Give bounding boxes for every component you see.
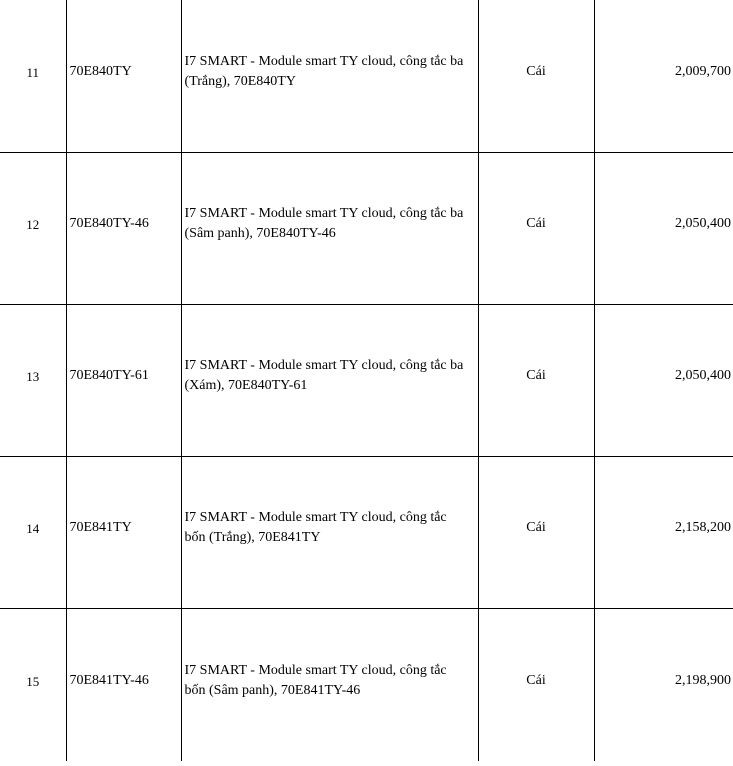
product-description-cell	[181, 456, 478, 608]
price-cell	[594, 456, 733, 608]
product-code: 70E840TY-61	[69, 368, 149, 383]
table-row	[0, 0, 733, 152]
price: 2,198,900	[675, 672, 731, 688]
row-number-cell	[0, 152, 66, 304]
unit-cell	[478, 152, 594, 304]
unit: Cái	[526, 672, 546, 688]
product-description: I7 SMART - Module smart TY cloud, công tắc bốn (Sâm panh), 70E841TY-46	[184, 662, 447, 698]
price-cell	[594, 152, 733, 304]
product-code-cell	[66, 304, 181, 456]
unit: Cái	[526, 520, 546, 535]
row-number: 15	[26, 673, 40, 689]
product-description: I7 SMART - Module smart TY cloud, công tắc bốn (Trắng), 70E841TY	[184, 510, 447, 545]
row-number: 14	[26, 521, 40, 536]
product-description-cell	[181, 152, 478, 304]
price: 2,050,400	[675, 368, 731, 383]
product-description: I7 SMART - Module smart TY cloud, công tắc ba (Trắng), 70E840TY	[184, 53, 464, 89]
price-cell	[594, 304, 733, 456]
row-number: 11	[26, 64, 40, 80]
table-row	[0, 456, 733, 608]
product-code: 70E841TY-46	[69, 672, 149, 688]
table-row	[0, 152, 733, 304]
price-cell	[594, 608, 733, 761]
unit-cell	[478, 456, 594, 608]
product-description-cell	[181, 608, 478, 761]
row-number: 12	[26, 217, 40, 232]
unit: Cái	[526, 63, 546, 79]
product-description: I7 SMART - Module smart TY cloud, công tắc ba (Sâm panh), 70E840TY-46	[184, 206, 464, 241]
product-description-cell	[181, 304, 478, 456]
price: 2,158,200	[675, 520, 731, 535]
price-cell	[594, 0, 733, 152]
row-number-cell	[0, 608, 66, 761]
product-code: 70E841TY	[69, 520, 132, 535]
product-description: I7 SMART - Module smart TY cloud, công tắc ba (Xám), 70E840TY-61	[184, 358, 464, 393]
row-number-cell	[0, 304, 66, 456]
product-description-cell	[181, 0, 478, 152]
unit: Cái	[526, 216, 546, 231]
row-number-cell	[0, 456, 66, 608]
unit-cell	[478, 0, 594, 152]
price: 2,050,400	[675, 216, 731, 231]
product-code-cell	[66, 0, 181, 152]
table-row	[0, 304, 733, 456]
row-number-cell	[0, 0, 66, 152]
unit: Cái	[526, 368, 546, 383]
product-code: 70E840TY	[69, 63, 132, 79]
product-code-cell	[66, 152, 181, 304]
unit-cell	[478, 608, 594, 761]
product-code-cell	[66, 608, 181, 761]
unit-cell	[478, 304, 594, 456]
table-row	[0, 608, 733, 761]
product-code-cell	[66, 456, 181, 608]
product-code: 70E840TY-46	[69, 216, 149, 231]
price: 2,009,700	[675, 63, 731, 79]
row-number: 13	[26, 369, 40, 384]
